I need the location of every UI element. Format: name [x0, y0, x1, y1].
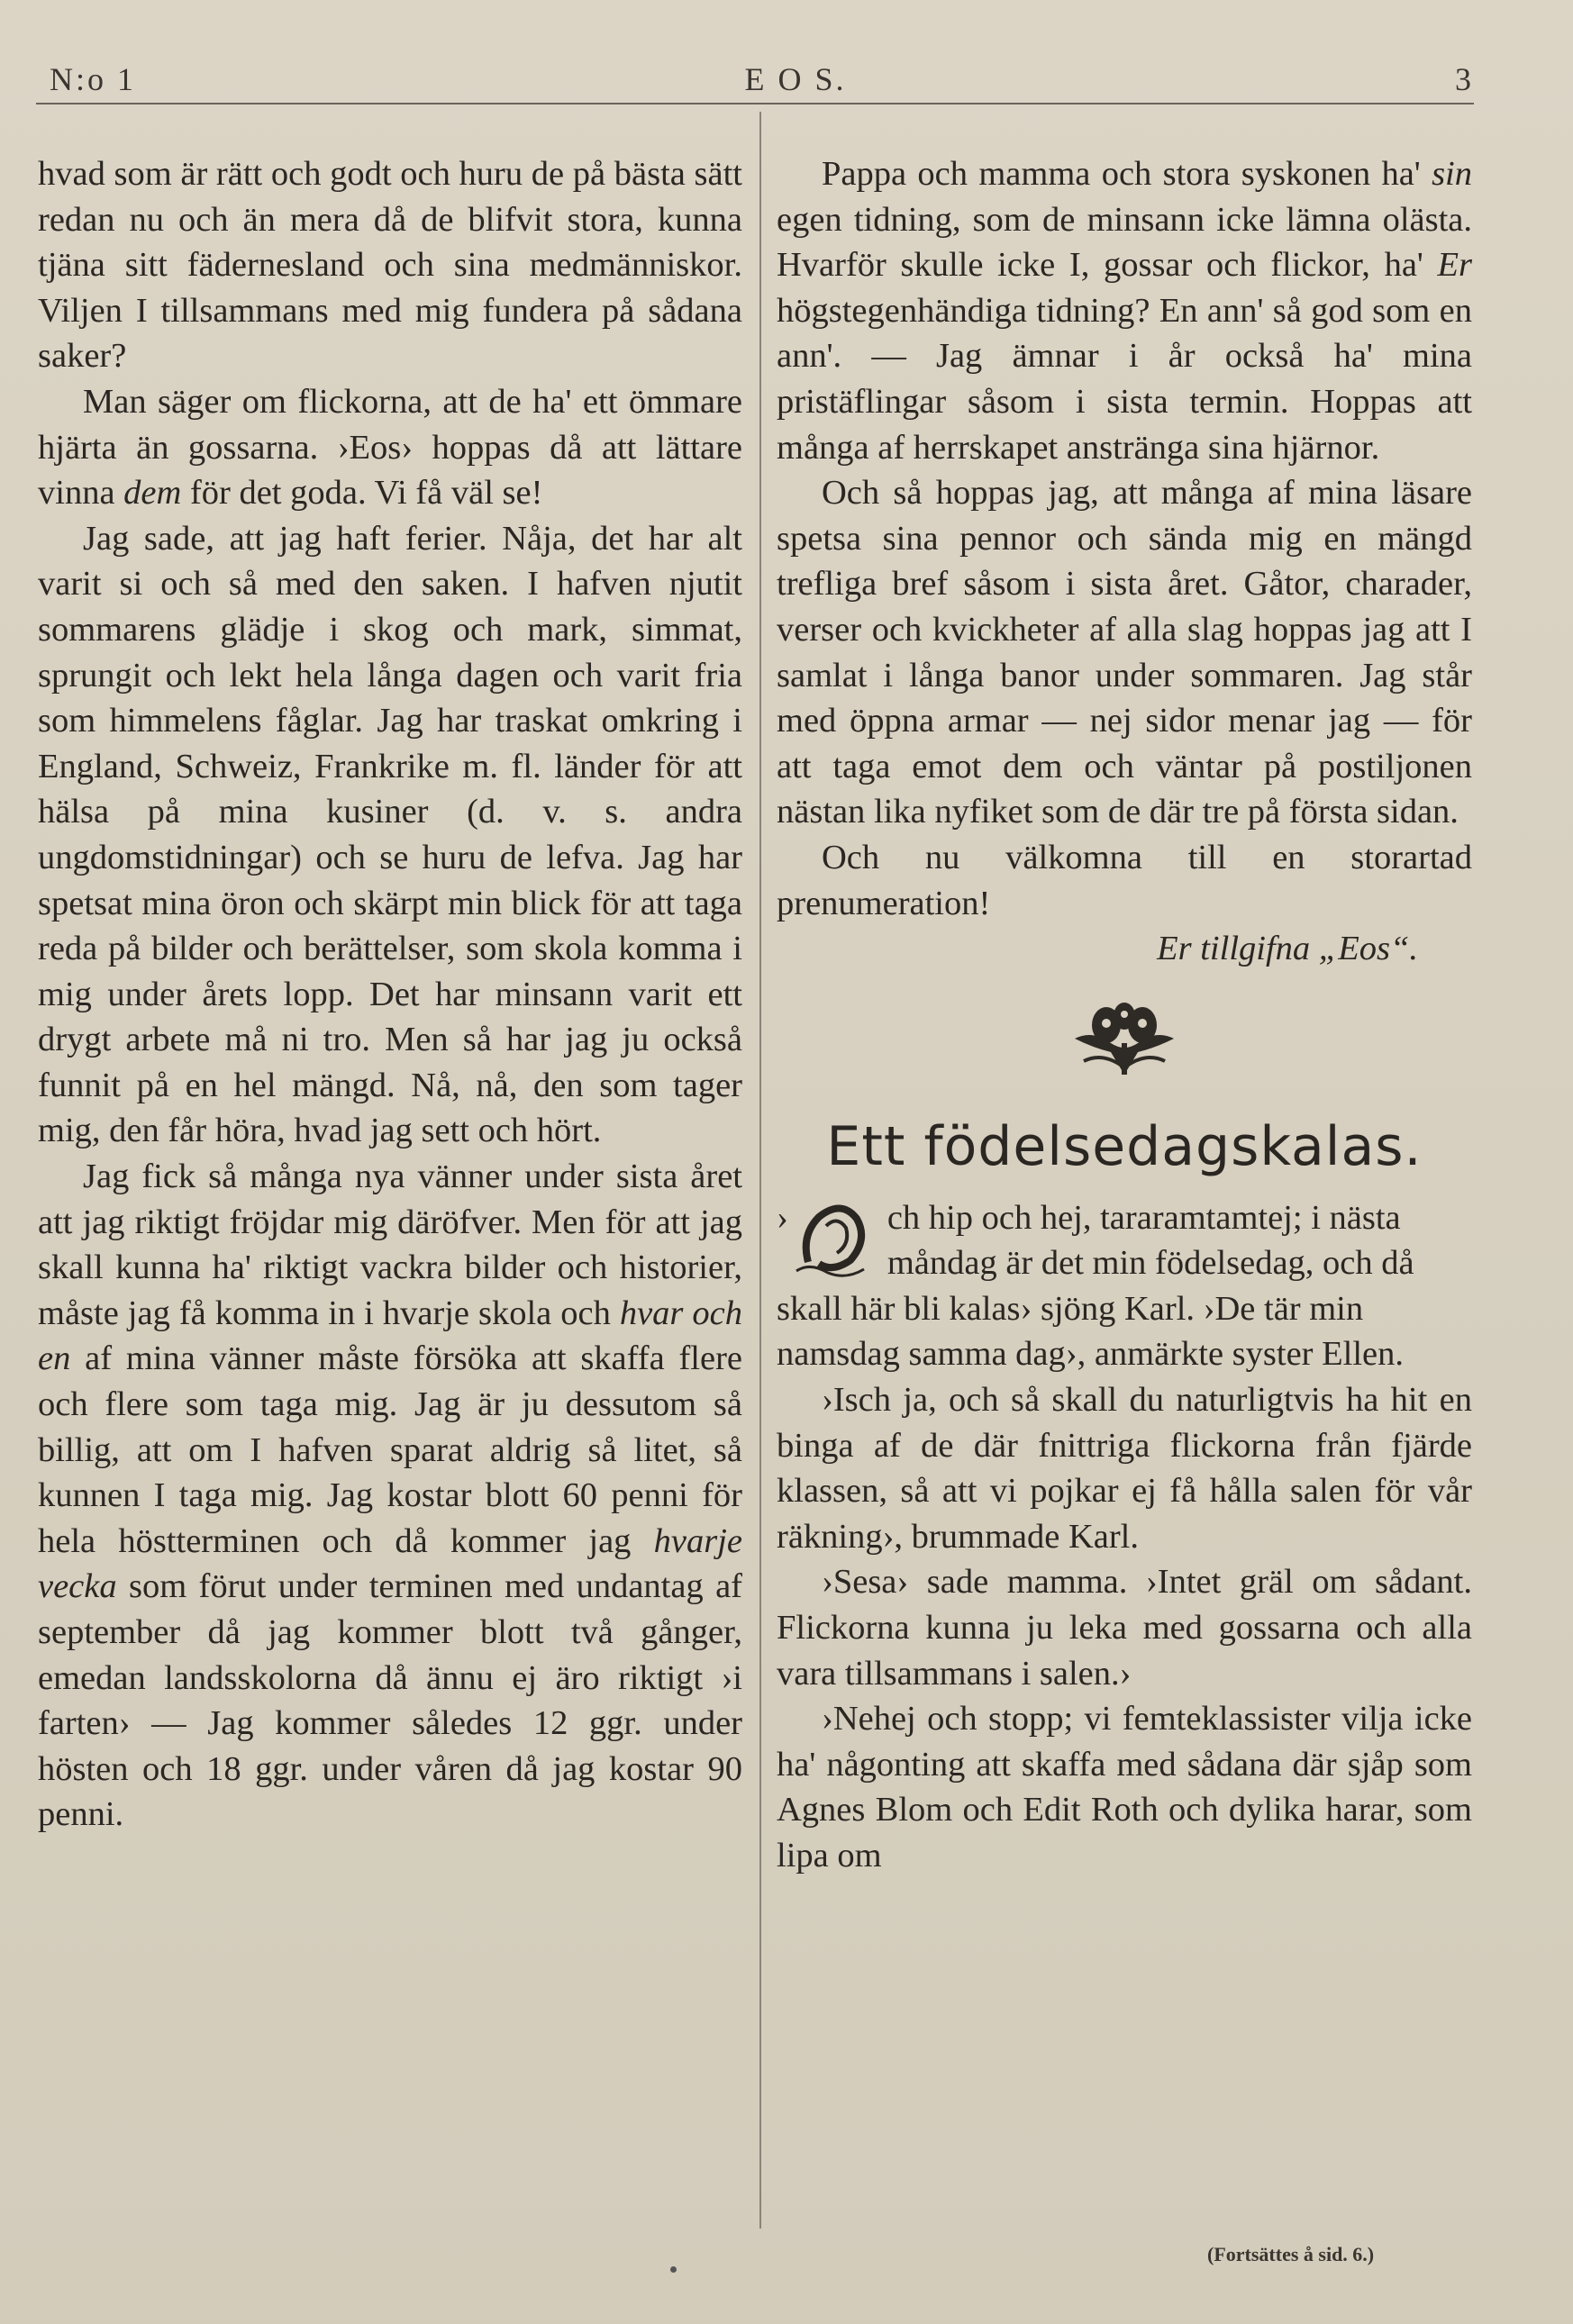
floral-ornament-icon	[777, 985, 1472, 1084]
dropcap-o-icon	[792, 1199, 882, 1280]
masthead-title: E O S.	[744, 61, 847, 97]
paragraph: Pappa och mamma och stora syskonen ha' sin egen tidning, som de minsann icke lämna olästa. Hvarför skulle icke I, gossar och flickor, ha' Er högstegenhändiga tidning? En ann' så god som en ann'. — Jag ämnar i år också ha' mina pristäflingar såsom i sista termin. Hoppas att många af herrskapet anstränga sina hjärnor.	[777, 155, 1472, 467]
paragraph: ›Nehej och stopp; vi femteklassister vilja icke ha' någonting att skaffa med sådana där sjåp som Agnes Blom och Edit Roth och dylika harar, som lipa om	[777, 1700, 1472, 1875]
paragraph: hvad som är rätt och godt och huru de på bästa sätt redan nu och än mera då de blifvit stora, kunna tjäna sitt fädernesland och sina medmänniskor. Viljen I tillsammans med mig fundera på sådana saker?	[38, 155, 742, 376]
print-speck	[670, 2266, 677, 2273]
issue-number: N:o 1	[50, 61, 136, 97]
paragraph: ›Isch ja, och så skall du naturligtvis ha hit en binga af de där fnittriga flickorna från fjärde klassen, så att vi pojkar ej få hålla salen för vår räkning›, brummade Karl.	[777, 1381, 1472, 1556]
column-divider	[759, 112, 761, 2229]
paragraph: Jag fick så många nya vänner under sista året att jag riktigt fröjdar mig däröfver. Men för att jag skall kunna ha' riktigt vackra bilder och historier, måste jag få komma in i hvarje skola och hvar och en af mina vänner måste försöka att skaffa flere och flere som taga mig. Jag är ju dessutom så billig, att om I hafven sparat aldrig så litet, så kunnen I taga mig. Jag kostar blott 60 penni för hela höstterminen och då kommer jag hvarje vecka som förut under terminen med undantag af september då jag kommer blott två gånger, emedan landsskolorna då ännu ej äro riktigt ›i farten› — Jag kommer således 12 ggr. under hösten och 18 ggr. under våren då jag kostar 90 penni.	[38, 1157, 742, 1834]
paragraph: Man säger om flickorna, att de ha' ett ömmare hjärta än gossarna. ›Eos› hoppas då att lättare vinna dem för det goda. Vi få väl se!	[38, 382, 742, 513]
paragraph: Jag sade, att jag haft ferier. Nåja, det har alt varit si och så med den saken. I hafven njutit sommarens glädje i skog och mark, simmat, sprungit och lekt hela långa dagen och varit fria som himmelens fåglar. Jag har traskat omkring i England, Schweiz, Frankrike m. fl. länder för att hälsa på mina kusiner (d. v. s. andra ungdomstidningar) och se huru de lefva. Jag har spetsat mina öron och skärpt min blick för att taga reda på bilder och berättelser, som skola komma i mig under årets lopp. Det har minsann varit ett drygt arbete må ni tro. Men så har jag ju också funnit på en hel mängd. Nå, nå, den som tager mig, den får höra, hvad jag sett och hört.	[38, 519, 742, 1150]
page-header	[50, 52, 1474, 106]
signature: Er tillgifna „Eos“.	[1157, 930, 1418, 968]
paragraph: Och så hoppas jag, att många af mina läsare spetsa sina pennor och sända mig en mängd trefliga bref såsom i sista året. Gåtor, charader, verser och kvickheter af alla slag hoppas jag att I samlat i långa banor under sommaren. Jag står med öppna armar — nej sidor menar jag — för att taga emot dem och väntar på postiljonen nästan lika nyfiket som de där tre på första sidan.	[777, 474, 1472, 831]
story-title: Ett födelsedagskalas.	[826, 1114, 1423, 1178]
paragraph: › ch hip och hej, tararamtamtej; i nästa måndag är det min födelsedag, och då skall här bli kalas› sjöng Karl. ›De tär min namsdag samma dag›, anmärkte syster Ellen.	[777, 1198, 1414, 1374]
right-column	[777, 151, 1472, 1879]
header-rule	[36, 103, 1474, 104]
continuation-note: (Fortsättes å sid. 6.)	[1207, 2243, 1375, 2265]
page-number: 3	[1454, 61, 1474, 97]
left-column	[38, 151, 742, 1838]
paragraph: ›Sesa› sade mamma. ›Intet gräl om sådant. Flickorna kunna ju leka med gossarna och alla vara tillsammans i salen.›	[777, 1563, 1472, 1693]
paragraph: Och nu välkomna till en storartad prenumeration!	[777, 838, 1472, 922]
